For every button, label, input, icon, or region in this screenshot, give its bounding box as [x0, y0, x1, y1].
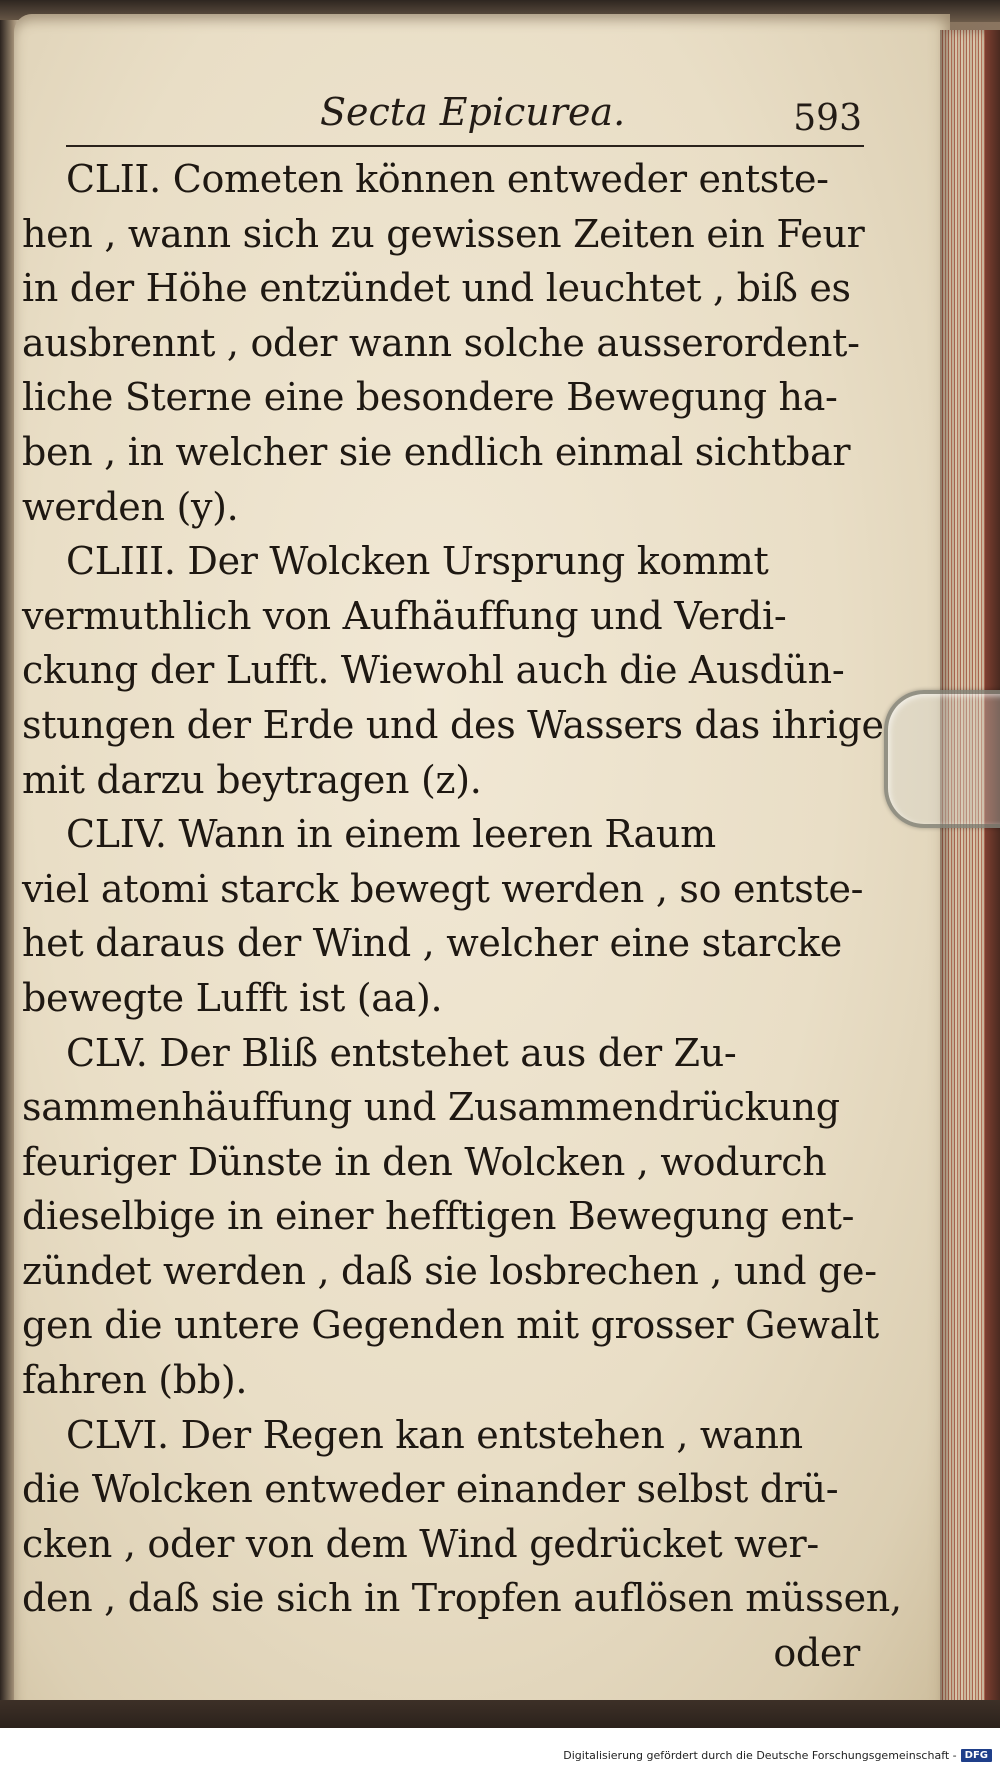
- running-title: Secta Epicurea.: [320, 90, 626, 134]
- text-line: feuriger Dünste in den Wolcken , wodurch: [22, 1139, 827, 1184]
- text-line: ben , in welcher sie endlich einmal sichtbar: [22, 429, 851, 474]
- text-line: die Wolcken entweder einander selbst drü-: [22, 1467, 839, 1512]
- text-line: sammenhäuffung und Zusammendrückung: [22, 1085, 840, 1130]
- text-line: CLIV. Wann in einem leeren Raum: [66, 812, 716, 857]
- text-line: liche Sterne eine besondere Bewegung ha-: [22, 375, 838, 420]
- text-line: het daraus der Wind , welcher eine starcke: [22, 921, 842, 966]
- credit-text: Digitalisierung gefördert durch die Deutsche Forschungsgemeinschaft -: [563, 1749, 957, 1762]
- text-line: bewegte Lufft ist (aa).: [22, 975, 443, 1020]
- text-line: ausbrennt , oder wann solche ausserordent-: [22, 320, 860, 365]
- page-holder-clip: [884, 690, 1000, 828]
- text-line: ckung der Lufft. Wiewohl auch die Ausdün-: [22, 648, 845, 693]
- text-line: zündet werden , daß sie losbrechen , und ge-: [22, 1248, 877, 1293]
- text-line: stungen der Erde und des Wassers das ihrige: [22, 702, 884, 747]
- digitization-credit: [563, 1749, 992, 1762]
- text-line: in der Höhe entzündet und leuchtet , biß es: [22, 266, 851, 311]
- text-line: CLV. Der Bliß entstehet aus der Zu-: [66, 1030, 737, 1075]
- text-line: CLIII. Der Wolcken Ursprung kommt: [66, 539, 769, 584]
- text-line: mit darzu beytragen (z).: [22, 757, 482, 802]
- text-line: cken , oder von dem Wind gedrücket wer-: [22, 1521, 819, 1566]
- text-line: dieselbige in einer hefftigen Bewegung ent-: [22, 1194, 855, 1239]
- page-number: 593: [793, 98, 862, 139]
- text-line: gen die untere Gegenden mit grosser Gewalt: [22, 1303, 879, 1348]
- text-line: fahren (bb).: [22, 1358, 248, 1403]
- text-line: vermuthlich von Aufhäuffung und Verdi-: [22, 593, 787, 638]
- binding-edge: [985, 30, 1000, 1720]
- header-rule: [66, 145, 864, 147]
- text-line: werden (y).: [22, 484, 239, 529]
- text-line: hen , wann sich zu gewissen Zeiten ein Feur: [22, 211, 865, 256]
- text-line: viel atomi starck bewegt werden , so entste-: [22, 866, 864, 911]
- text-line: CLII. Cometen können entweder entste-: [66, 157, 829, 201]
- book-bottom-edge: [0, 1700, 1000, 1730]
- text-line: CLVI. Der Regen kan entstehen , wann: [66, 1412, 803, 1457]
- catchword: oder: [773, 1631, 860, 1676]
- text-line: den , daß sie sich in Tropfen auflösen müssen,: [22, 1576, 902, 1621]
- dfg-logo: DFG: [961, 1749, 992, 1762]
- body-text: [22, 152, 902, 1681]
- running-head: [62, 84, 862, 144]
